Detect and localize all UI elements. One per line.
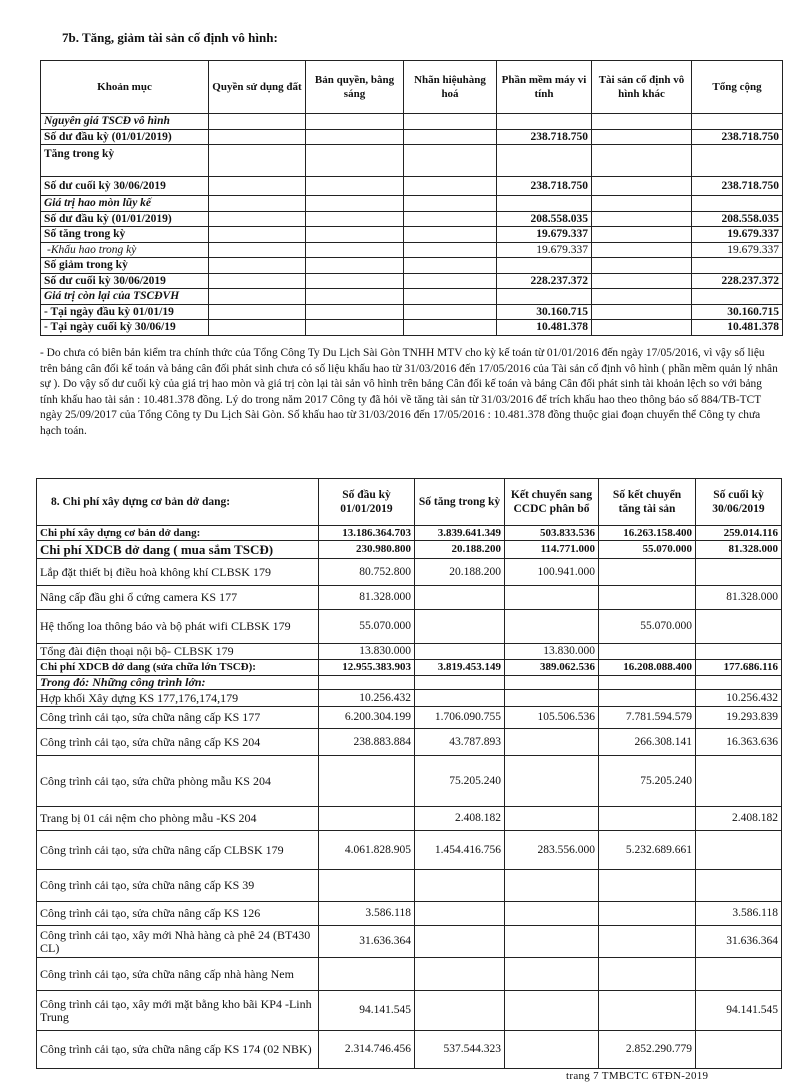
opening-value: 31.636.364 xyxy=(319,926,415,958)
row-label: Công trình cải tạo, sửa chữa nâng cấp KS 126 xyxy=(37,902,319,926)
closing-value xyxy=(696,870,782,902)
row-label: Số giảm trong kỳ xyxy=(41,258,209,274)
col-header: Phần mềm máy vi tính xyxy=(497,61,592,114)
ccdc-value: 503.833.536 xyxy=(505,526,599,541)
table-row xyxy=(37,991,782,1031)
col-header: Khoản mục xyxy=(41,61,209,114)
col-header: Nhãn hiệuhàng hoá xyxy=(404,61,497,114)
row-label: Số dư cuối kỳ 30/06/2019 xyxy=(41,273,209,289)
row-label: Số dư đầu kỳ (01/01/2019) xyxy=(41,129,209,145)
opening-value: 94.141.545 xyxy=(319,991,415,1031)
closing-value xyxy=(696,756,782,807)
row-label: Số dư đầu kỳ (01/01/2019) xyxy=(41,211,209,227)
table-row xyxy=(37,586,782,610)
closing-value: 10.256.432 xyxy=(696,690,782,707)
row-label: - Tại ngày đầu kỳ 01/01/19 xyxy=(41,304,209,320)
row-label: Công trình cải tạo, sửa chữa nâng cấp KS 177 xyxy=(37,707,319,729)
software-value xyxy=(497,196,592,212)
table-row xyxy=(37,831,782,870)
table-row xyxy=(37,610,782,644)
increase-value xyxy=(415,991,505,1031)
closing-value: 259.014.116 xyxy=(696,526,782,541)
table-row xyxy=(37,807,782,831)
increase-value: 2.408.182 xyxy=(415,807,505,831)
ccdc-value xyxy=(505,586,599,610)
table-row xyxy=(41,196,783,212)
ccdc-value: 100.941.000 xyxy=(505,559,599,586)
increase-value xyxy=(415,610,505,644)
table-row xyxy=(41,145,783,177)
row-label: Chi phí XDCB dở dang (sửa chữa lớn TSCĐ): xyxy=(37,660,319,676)
col-header: Số tăng trong kỳ xyxy=(415,479,505,526)
opening-value: 238.883.884 xyxy=(319,729,415,756)
transfer-value xyxy=(599,644,696,660)
transfer-value xyxy=(599,690,696,707)
transfer-value: 16.208.088.400 xyxy=(599,660,696,676)
ccdc-value xyxy=(505,1031,599,1069)
table-row xyxy=(41,320,783,336)
opening-value: 81.328.000 xyxy=(319,586,415,610)
ccdc-value xyxy=(505,807,599,831)
table-row xyxy=(41,227,783,243)
software-value: 228.237.372 xyxy=(497,273,592,289)
row-label: Nguyên giá TSCĐ vô hình xyxy=(41,114,209,130)
ccdc-value xyxy=(505,991,599,1031)
transfer-value: 75.205.240 xyxy=(599,756,696,807)
total-value xyxy=(692,289,783,305)
row-label: Hợp khối Xây dựng KS 177,176,174,179 xyxy=(37,690,319,707)
ccdc-value: 105.506.536 xyxy=(505,707,599,729)
opening-value xyxy=(319,958,415,991)
total-value xyxy=(692,196,783,212)
row-label: Tăng trong kỳ xyxy=(41,145,209,177)
row-label: Giá trị còn lại của TSCĐVH xyxy=(41,289,209,305)
ccdc-value xyxy=(505,870,599,902)
ccdc-value: 114.771.000 xyxy=(505,541,599,559)
opening-value: 4.061.828.905 xyxy=(319,831,415,870)
table-row xyxy=(37,644,782,660)
col-header: Số cuối kỳ 30/06/2019 xyxy=(696,479,782,526)
table-row xyxy=(37,729,782,756)
section-7b-title: 7b. Tăng, giảm tài sản cố định vô hình: xyxy=(62,30,278,45)
opening-value: 13.186.364.703 xyxy=(319,526,415,541)
table-row xyxy=(37,1031,782,1069)
table-row xyxy=(37,707,782,729)
row-label: Hệ thống loa thông báo và bộ phát wifi CLBSK 179 xyxy=(37,610,319,644)
ccdc-value xyxy=(505,926,599,958)
opening-value xyxy=(319,870,415,902)
closing-value xyxy=(696,1031,782,1069)
row-label: Chi phí XDCB dở dang ( mua sắm TSCĐ) xyxy=(37,541,319,559)
row-label: Công trình cải tạo, sửa chữa nâng cấp KS 204 xyxy=(37,729,319,756)
software-value: 208.558.035 xyxy=(497,211,592,227)
ccdc-value: 13.830.000 xyxy=(505,644,599,660)
transfer-value: 55.070.000 xyxy=(599,541,696,559)
opening-value: 3.586.118 xyxy=(319,902,415,926)
closing-value: 177.686.116 xyxy=(696,660,782,676)
row-label: Trang bị 01 cái nệm cho phòng mẫu -KS 204 xyxy=(37,807,319,831)
opening-value: 6.200.304.199 xyxy=(319,707,415,729)
row-label: Tổng đài điện thoại nội bộ- CLBSK 179 xyxy=(37,644,319,660)
closing-value xyxy=(696,831,782,870)
col-header: Bản quyền, bằng sáng xyxy=(306,61,404,114)
row-label: Trong đó: Những công trình lớn: xyxy=(37,676,319,690)
increase-value: 3.839.641.349 xyxy=(415,526,505,541)
total-value: 228.237.372 xyxy=(692,273,783,289)
increase-value xyxy=(415,902,505,926)
closing-value: 2.408.182 xyxy=(696,807,782,831)
ccdc-value xyxy=(505,958,599,991)
increase-value: 1.706.090.755 xyxy=(415,707,505,729)
row-label: Số dư cuối kỳ 30/06/2019 xyxy=(41,177,209,196)
row-label: Giá trị hao mòn lũy kế xyxy=(41,196,209,212)
total-value: 19.679.337 xyxy=(692,227,783,243)
transfer-value xyxy=(599,807,696,831)
col-header: Quyền sử dụng đất xyxy=(209,61,306,114)
transfer-value: 16.263.158.400 xyxy=(599,526,696,541)
transfer-value: 55.070.000 xyxy=(599,610,696,644)
ccdc-value xyxy=(505,756,599,807)
increase-value: 75.205.240 xyxy=(415,756,505,807)
page-footer: trang 7 TMBCTC 6TĐN-2019 xyxy=(566,1070,709,1082)
table-row xyxy=(41,304,783,320)
transfer-value xyxy=(599,902,696,926)
increase-value xyxy=(415,926,505,958)
closing-value: 81.328.000 xyxy=(696,541,782,559)
transfer-value: 7.781.594.579 xyxy=(599,707,696,729)
increase-value: 43.787.893 xyxy=(415,729,505,756)
software-value xyxy=(497,114,592,130)
closing-value: 16.363.636 xyxy=(696,729,782,756)
row-label: Công trình cải tạo, xây mới Nhà hàng cà phê 24 (BT430 CL) xyxy=(37,926,319,958)
col-header: Kết chuyển sang CCDC phân bổ xyxy=(505,479,599,526)
software-value: 19.679.337 xyxy=(497,227,592,243)
total-value: 10.481.378 xyxy=(692,320,783,336)
table-row xyxy=(37,541,782,559)
closing-value xyxy=(696,559,782,586)
increase-value: 3.819.453.149 xyxy=(415,660,505,676)
row-label: -Khấu hao trong kỳ xyxy=(41,242,209,258)
table-row xyxy=(37,902,782,926)
table-row xyxy=(37,926,782,958)
table-row xyxy=(37,690,782,707)
table-row xyxy=(41,177,783,196)
table-row xyxy=(37,870,782,902)
transfer-value xyxy=(599,870,696,902)
transfer-value: 5.232.689.661 xyxy=(599,831,696,870)
row-label: Nâng cấp đầu ghi ổ cứng camera KS 177 xyxy=(37,586,319,610)
table-row xyxy=(41,289,783,305)
section-8-title: 8. Chi phí xây dựng cơ bản dở dang: xyxy=(37,479,319,526)
total-value xyxy=(692,258,783,274)
increase-value: 20.188.200 xyxy=(415,559,505,586)
table-row xyxy=(41,273,783,289)
opening-value: 55.070.000 xyxy=(319,610,415,644)
col-header: Tổng cộng xyxy=(692,61,783,114)
total-value xyxy=(692,145,783,177)
closing-value xyxy=(696,958,782,991)
row-label: Công trình cải tạo, sửa chữa nâng cấp KS 174 (02 NBK) xyxy=(37,1031,319,1069)
row-label: Công trình cải tạo, sửa chữa phòng mẫu KS 204 xyxy=(37,756,319,807)
closing-value: 94.141.545 xyxy=(696,991,782,1031)
closing-value: 3.586.118 xyxy=(696,902,782,926)
closing-value: 81.328.000 xyxy=(696,586,782,610)
row-label: Công trình cải tạo, sửa chữa nâng cấp nhà hàng Nem xyxy=(37,958,319,991)
transfer-value: 2.852.290.779 xyxy=(599,1031,696,1069)
increase-value xyxy=(415,690,505,707)
increase-value xyxy=(415,870,505,902)
transfer-value xyxy=(599,926,696,958)
opening-value xyxy=(319,807,415,831)
opening-value: 10.256.432 xyxy=(319,690,415,707)
increase-value xyxy=(415,586,505,610)
transfer-value xyxy=(599,958,696,991)
table-row xyxy=(41,114,783,130)
intangible-assets-table xyxy=(40,60,783,336)
increase-value xyxy=(415,644,505,660)
ccdc-value xyxy=(505,729,599,756)
opening-value: 13.830.000 xyxy=(319,644,415,660)
transfer-value xyxy=(599,559,696,586)
table-row xyxy=(37,660,782,676)
table-row xyxy=(37,559,782,586)
row-label: Công trình cải tạo, sửa chữa nâng cấp CLBSK 179 xyxy=(37,831,319,870)
closing-value: 19.293.839 xyxy=(696,707,782,729)
total-value: 19.679.337 xyxy=(692,242,783,258)
software-value xyxy=(497,258,592,274)
total-value: 238.718.750 xyxy=(692,129,783,145)
total-value: 238.718.750 xyxy=(692,177,783,196)
transfer-value xyxy=(599,586,696,610)
col-header: Số kết chuyển tăng tài sản xyxy=(599,479,696,526)
table-row xyxy=(41,258,783,274)
row-label: - Tại ngày cuối kỳ 30/06/19 xyxy=(41,320,209,336)
closing-value xyxy=(696,644,782,660)
closing-value xyxy=(696,610,782,644)
increase-value: 20.188.200 xyxy=(415,541,505,559)
table-row xyxy=(37,526,782,541)
software-value xyxy=(497,289,592,305)
transfer-value xyxy=(599,991,696,1031)
row-label: Công trình cải tạo, xây mới mặt bằng kho bãi KP4 -Linh Trung xyxy=(37,991,319,1031)
table-row xyxy=(37,958,782,991)
table-row xyxy=(41,211,783,227)
software-value: 19.679.337 xyxy=(497,242,592,258)
software-value xyxy=(497,145,592,177)
row-label: Số tăng trong kỳ xyxy=(41,227,209,243)
row-label: Chi phí xây dựng cơ bản dở dang: xyxy=(37,526,319,541)
increase-value: 1.454.416.756 xyxy=(415,831,505,870)
col-header: Số đầu kỳ 01/01/2019 xyxy=(319,479,415,526)
opening-value: 12.955.383.903 xyxy=(319,660,415,676)
software-value: 30.160.715 xyxy=(497,304,592,320)
table-header-row xyxy=(37,479,782,526)
ccdc-value xyxy=(505,902,599,926)
table-row xyxy=(37,756,782,807)
increase-value: 537.544.323 xyxy=(415,1031,505,1069)
ccdc-value: 389.062.536 xyxy=(505,660,599,676)
ccdc-value xyxy=(505,610,599,644)
table-row xyxy=(37,676,782,690)
software-value: 10.481.378 xyxy=(497,320,592,336)
total-value: 30.160.715 xyxy=(692,304,783,320)
construction-in-progress-table xyxy=(36,478,782,1069)
closing-value: 31.636.364 xyxy=(696,926,782,958)
row-label: Công trình cải tạo, sửa chữa nâng cấp KS 39 xyxy=(37,870,319,902)
transfer-value: 266.308.141 xyxy=(599,729,696,756)
row-label: Lắp đặt thiết bị điều hoà không khí CLBSK 179 xyxy=(37,559,319,586)
opening-value xyxy=(319,756,415,807)
ccdc-value xyxy=(505,690,599,707)
ccdc-value: 283.556.000 xyxy=(505,831,599,870)
col-header: Tài sản cố định vô hình khác xyxy=(592,61,692,114)
software-value: 238.718.750 xyxy=(497,177,592,196)
increase-value xyxy=(415,958,505,991)
explanatory-note: - Do chưa có biên bản kiểm tra chính thức của Tổng Công Ty Du Lịch Sài Gòn TNHH MTV cho kỳ kế toán từ 01/01/2016 đến ngày 17/05/2016, vì vậy số liệu trên bảng cân đối kế toán và bảng cân đối phát sinh chưa có số liệu khấu hao từ 31/03/2016 đến 17/05/2016 của Tài sản cố định vô hình ( phần mềm quản lý nhân sự ). Do vậy số dư cuối kỳ của giá trị hao mòn và giá trị còn lại tài sản vô hình trên bảng Cân đối kế toán và bảng Cân đối phát sinh tài khoản lệch so với bảng tính khấu hao tài sản : 10.481.378 đồng. Lý do trong năm 2017 Công ty đã hỏi về tăng tài sản từ 31/03/2016 để trích khấu hao theo thông báo số 884/TB-TCT ngày 25/09/2017 của Tổng Công ty Du Lịch Sài Gòn. Số khấu hao từ 31/03/2016 đến 17/05/2016 : 10.481.378 đồng thuộc giai đoạn chuyển thể Công ty chưa hạch toán. xyxy=(40,347,778,437)
total-value xyxy=(692,114,783,130)
table-row xyxy=(41,242,783,258)
software-value: 238.718.750 xyxy=(497,129,592,145)
table-row xyxy=(41,129,783,145)
table-header-row xyxy=(41,61,783,114)
opening-value: 80.752.800 xyxy=(319,559,415,586)
opening-value: 2.314.746.456 xyxy=(319,1031,415,1069)
total-value: 208.558.035 xyxy=(692,211,783,227)
opening-value: 230.980.800 xyxy=(319,541,415,559)
